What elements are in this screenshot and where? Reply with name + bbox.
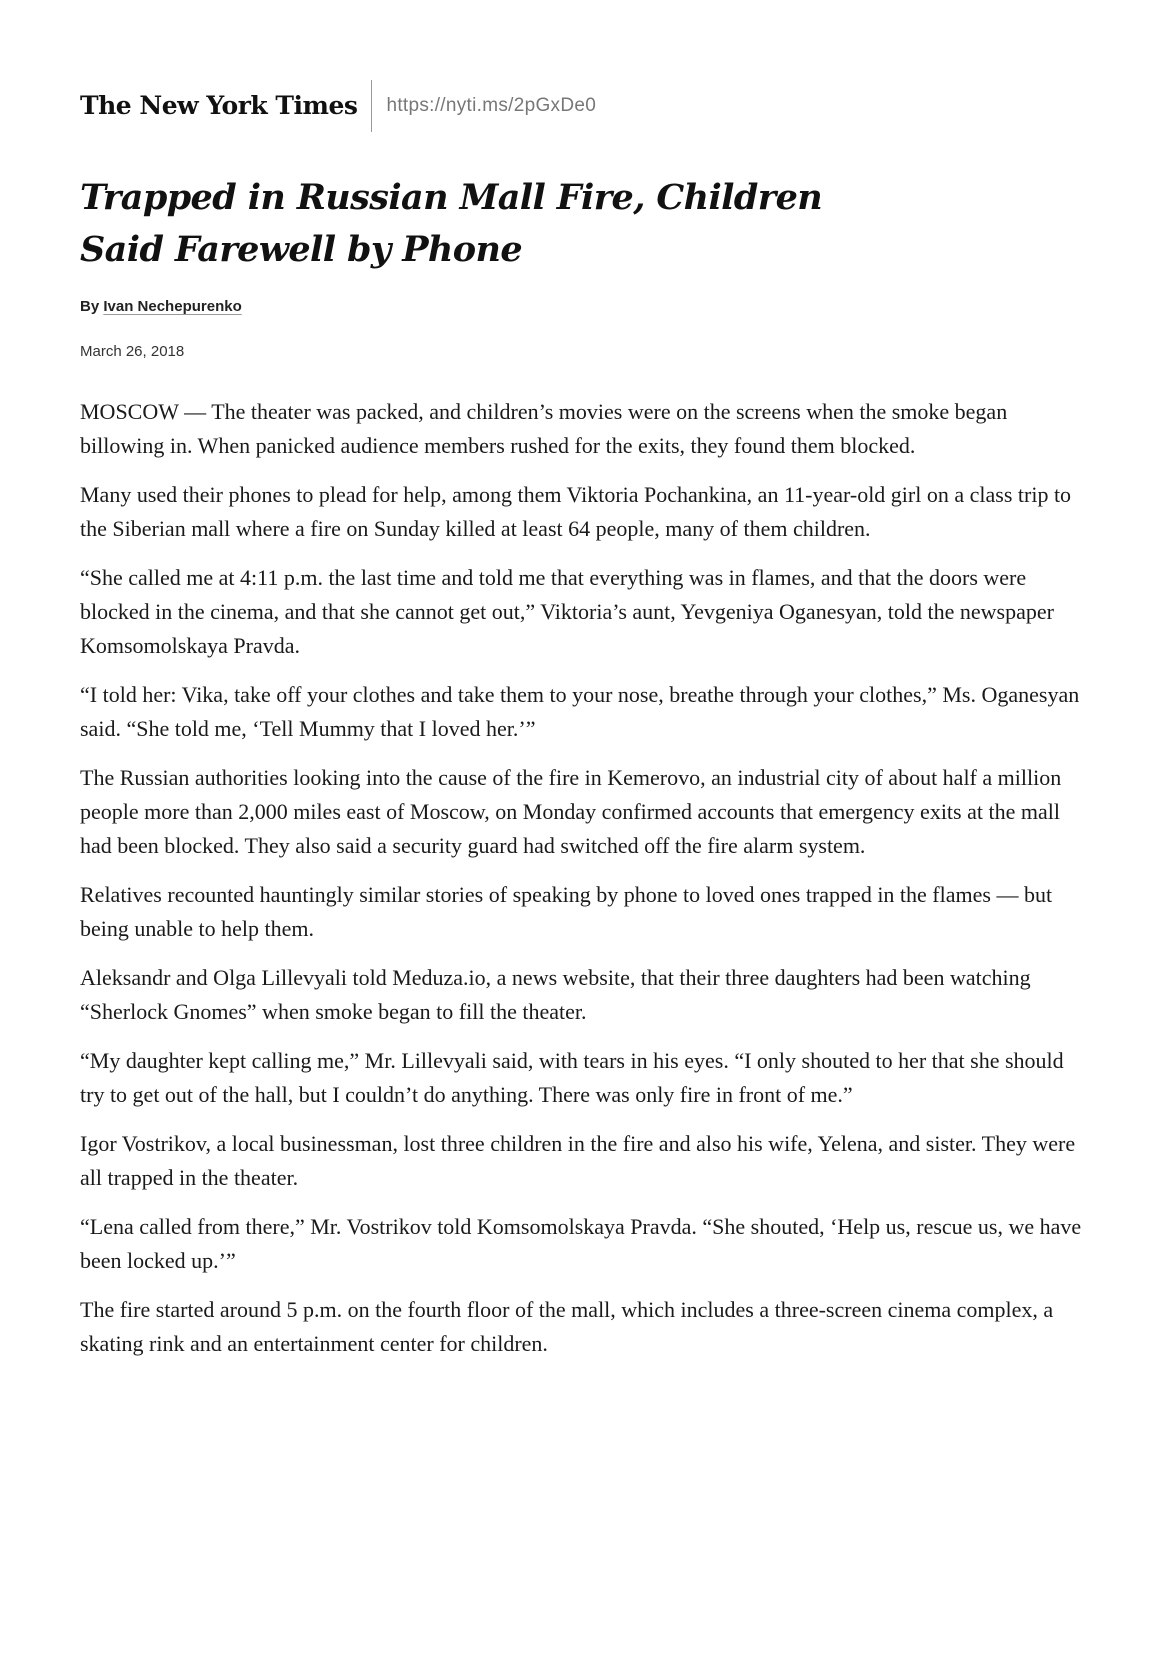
paragraph: Many used their phones to plead for help, among them Viktoria Pochankina, an 11-year-old girl on a class trip to the Siberian mall where a fire on Sunday killed at least 64 people, many of them children.	[80, 482, 1072, 541]
paragraph: The fire started around 5 p.m. on the fourth floor of the mall, which includes a three-screen cinema complex, a skating rink and an entertainment center for children.	[80, 1297, 1054, 1356]
paragraph: Relatives recounted hauntingly similar stories of speaking by phone to loved ones trapped in the flames — but being unable to help them.	[80, 882, 1053, 941]
paragraph: “Lena called from there,” Mr. Vostrikov told Komsomolskaya Pravda. “She shouted, ‘Help us, rescue us, we have been locked up.’”	[80, 1214, 1082, 1273]
paragraph: The Russian authorities looking into the cause of the fire in Kemerovo, an industrial city of about half a million people more than 2,000 miles east of Moscow, on Monday confirmed accounts that emergency exits at the mall had been blocked. They also said a security guard had switched off the fire alarm system.	[80, 765, 1062, 858]
author-link[interactable]: Ivan Nechepurenko	[103, 298, 242, 315]
masthead	[80, 80, 596, 132]
paragraph: “My daughter kept calling me,” Mr. Lillevyali said, with tears in his eyes. “I only shouted to her that she should try to get out of the hall, but I couldn’t do anything. There was only fire in front of me.”	[80, 1048, 1064, 1107]
article-body	[80, 395, 1090, 1376]
paragraph: “She called me at 4:11 p.m. the last time and told me that everything was in flames, and that the doors were blocked in the cinema, and that she cannot get out,” Viktoria’s aunt, Yevgeniya Oganesyan, told the newspaper Komsomolskaya Pravda.	[80, 565, 1054, 658]
headline	[80, 172, 840, 276]
paragraph: Igor Vostrikov, a local businessman, lost three children in the fire and also his wife, Yelena, and sister. They were all trapped in the theater.	[80, 1131, 1076, 1190]
short-url-link[interactable]: https://nyti.ms/2pGxDe0	[386, 95, 597, 116]
byline	[80, 298, 242, 315]
paragraph: “I told her: Vika, take off your clothes and take them to your nose, breathe through your clothes,” Ms. Oganesyan said. “She told me, ‘Tell Mummy that I loved her.’”	[80, 682, 1080, 741]
headline-line-2: Said Farewell by Phone	[80, 229, 523, 270]
byline-prefix: By	[80, 298, 100, 315]
publish-date: March 26, 2018	[80, 343, 185, 360]
nyt-logo[interactable]: The New York Times	[80, 80, 372, 132]
headline-line-1: Trapped in Russian Mall Fire, Children	[80, 177, 823, 218]
paragraph: MOSCOW — The theater was packed, and children’s movies were on the screens when the smoke began billowing in. When panicked audience members rushed for the exits, they found them blocked.	[80, 399, 1008, 458]
paragraph: Aleksandr and Olga Lillevyali told Meduza.io, a news website, that their three daughters had been watching “Sherlock Gnomes” when smoke began to fill the theater.	[80, 965, 1031, 1024]
